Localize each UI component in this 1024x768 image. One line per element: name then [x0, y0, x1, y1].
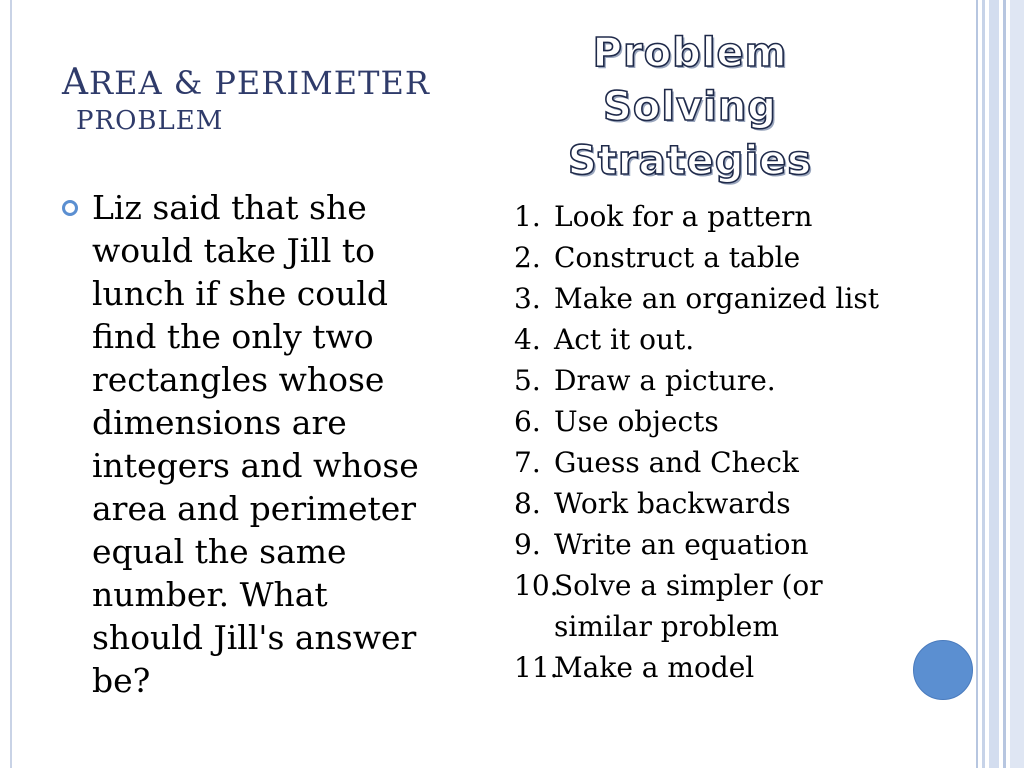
strategy-text: Construct a table: [554, 241, 801, 274]
strategy-text: Guess and Check: [554, 446, 799, 479]
stripe: [982, 0, 985, 768]
right-decorative-stripes: [976, 0, 1024, 768]
strategy-item: [514, 483, 884, 524]
strategy-item: [514, 360, 884, 401]
strategy-number: 4.: [514, 323, 541, 356]
stripe: [989, 0, 999, 768]
strategy-number: 2.: [514, 241, 541, 274]
slide-title: [62, 60, 482, 138]
strategy-text: Draw a picture.: [554, 364, 776, 397]
strategy-number: 9.: [514, 528, 541, 561]
strategy-number: 5.: [514, 364, 541, 397]
left-border-line: [10, 0, 12, 768]
strategy-text: Use objects: [554, 405, 719, 438]
title-line-1: [62, 60, 482, 105]
stripe: [976, 0, 978, 768]
strategy-text: Solve a simpler (or similar problem: [554, 569, 823, 643]
strategy-text: Act it out.: [554, 323, 695, 356]
strategy-number: 11.: [514, 651, 559, 684]
stripe: [1003, 0, 1006, 768]
title-initial: A: [62, 62, 89, 103]
strategy-item: [514, 565, 884, 647]
strategy-text: Write an equation: [554, 528, 809, 561]
strategy-number: 7.: [514, 446, 541, 479]
strategy-number: 10.: [514, 569, 559, 602]
strategies-heading: Problem Solving Strategies: [567, 30, 813, 184]
strategy-text: Make an organized list: [554, 282, 879, 315]
strategy-number: 1.: [514, 200, 541, 233]
strategy-item: [514, 524, 884, 565]
strategy-number: 6.: [514, 405, 541, 438]
strategy-item: [514, 278, 884, 319]
strategy-item: [514, 442, 884, 483]
strategy-text: Work backwards: [554, 487, 791, 520]
problem-text: Liz said that she would take Jill to lunch if she could find the only two rectangles whose dimensions are integers and whose area and perimeter equal the same number. What should Jill's answer be?: [92, 188, 419, 700]
strategy-text: Look for a pattern: [554, 200, 813, 233]
strategy-list: [514, 196, 884, 688]
strategy-item: [514, 401, 884, 442]
strategy-item: [514, 647, 884, 688]
strategy-item: [514, 237, 884, 278]
strategy-item: [514, 319, 884, 360]
title-line-2: PROBLEM: [76, 106, 224, 136]
strategy-item: [514, 196, 884, 237]
bullet-item: [62, 186, 482, 702]
ring-bullet-icon: [62, 200, 78, 216]
strategy-text: Make a model: [554, 651, 755, 684]
strategy-number: 8.: [514, 487, 541, 520]
title-rest: REA & PERIMETER: [89, 64, 430, 102]
decorative-circle: [913, 640, 973, 700]
stripe: [1010, 0, 1024, 768]
problem-body: [62, 186, 482, 702]
strategy-number: 3.: [514, 282, 541, 315]
